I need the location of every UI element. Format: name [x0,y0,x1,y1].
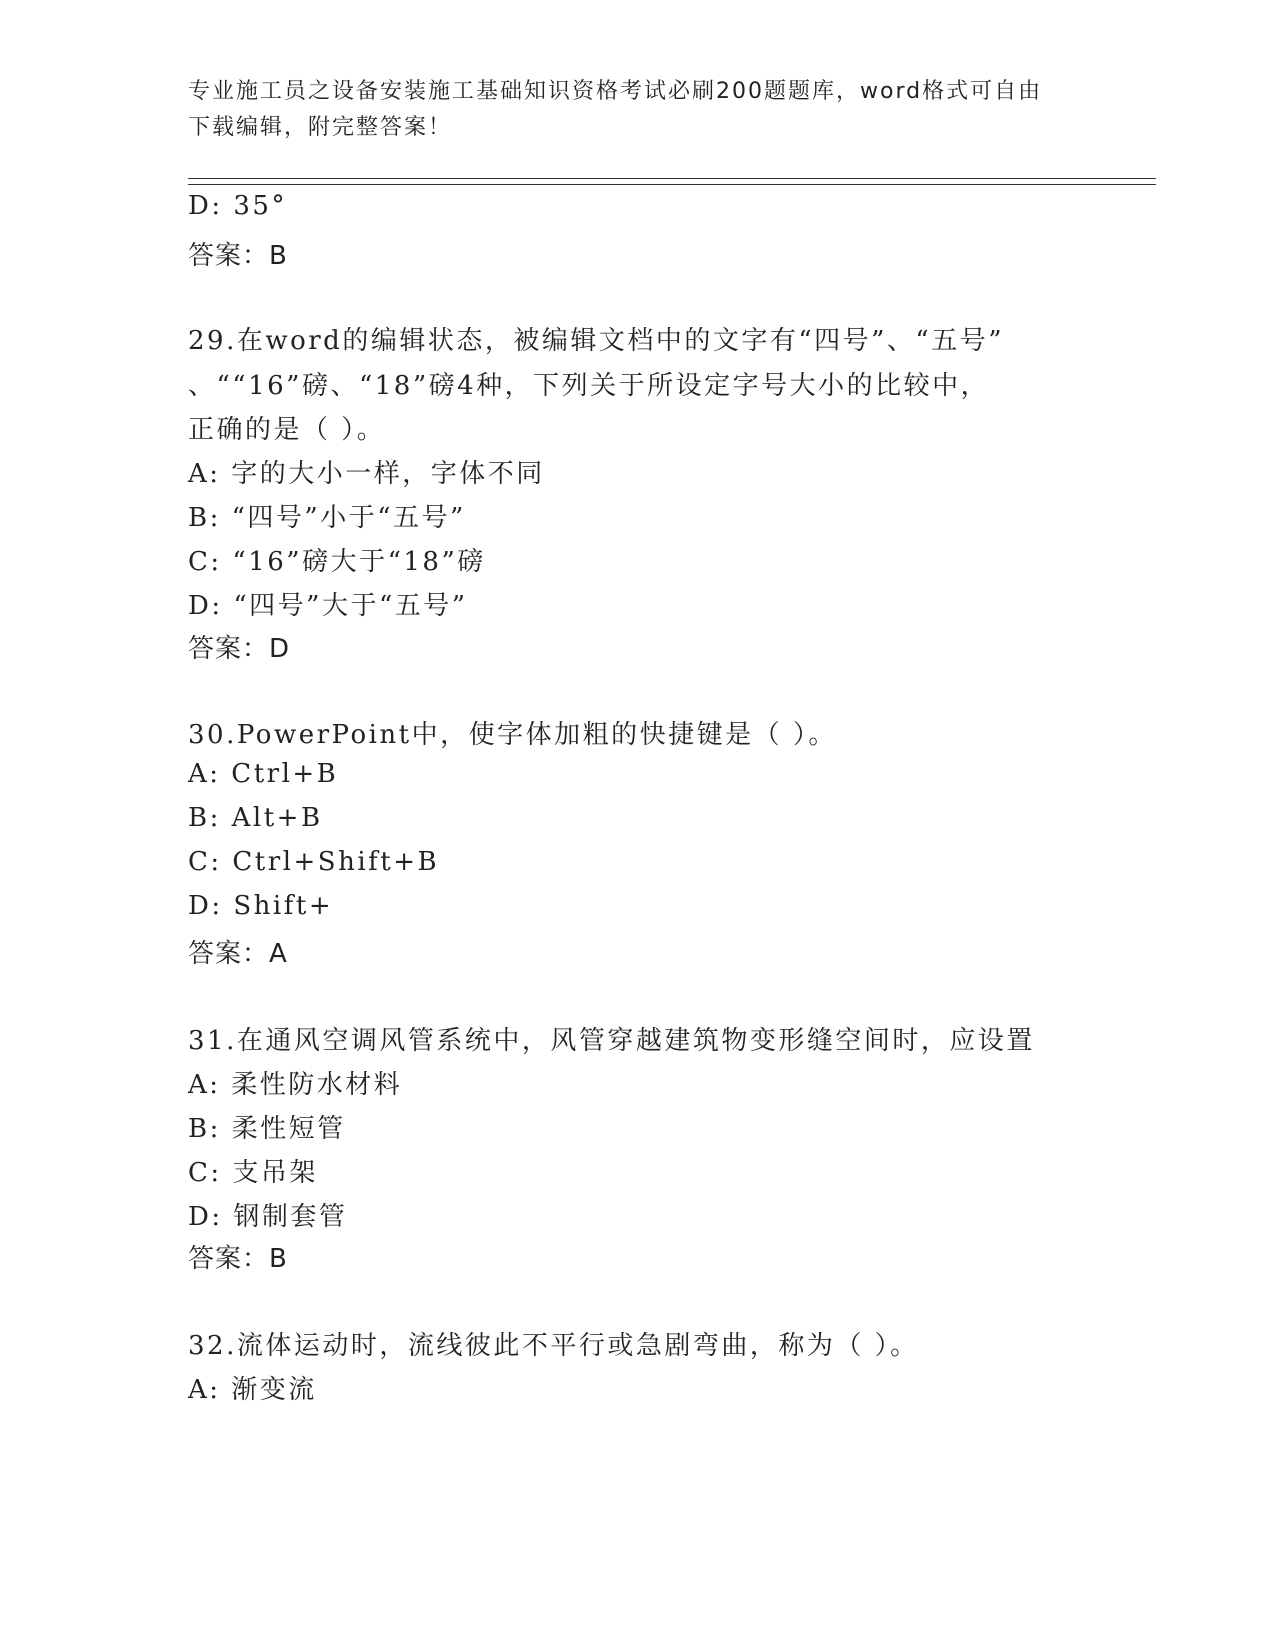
prev-answer: 答案：B [188,241,288,271]
header-line-1: 专业施工员之设备安装施工基础知识资格考试必刷200题题库，word格式可自由 [188,79,1043,104]
q30-stem-line-1: 30.PowerPoint中，使字体加粗的快捷键是（ ）。 [188,720,837,750]
q31-stem-line-1: 31.在通风空调风管系统中，风管穿越建筑物变形缝空间时，应设置 [188,1026,1035,1056]
q31-option-a: A: 柔性防水材料 [188,1070,403,1100]
q29-stem-line-3: 正确的是（ ）。 [188,415,386,445]
q32-stem-line-1: 32.流体运动时，流线彼此不平行或急剧弯曲，称为（ ）。 [188,1331,919,1361]
q29-option-c: C: “16”磅大于“18”磅 [188,547,486,577]
q30-option-d: D: Shift+ [188,891,334,921]
q29-answer: 答案：D [188,634,291,664]
q31-option-b: B: 柔性短管 [188,1114,346,1144]
q29-stem-line-1: 29.在word的编辑状态，被编辑文档中的文字有“四号”、“五号” [188,326,1004,356]
q31-answer: 答案：B [188,1244,288,1274]
q30-answer: 答案：A [188,939,288,969]
q30-option-a: A: Ctrl+B [188,759,339,789]
q31-option-d: D: 钢制套管 [188,1202,348,1232]
prev-option-d: D: 35° [188,191,287,221]
page-header [188,74,1068,146]
q32-option-a: A: 渐变流 [188,1375,317,1405]
header-line-2: 下载编辑，附完整答案！ [188,115,453,140]
q30-option-c: C: Ctrl+Shift+B [188,847,440,877]
q30-option-b: B: Alt+B [188,803,323,833]
q29-option-a: A: 字的大小一样，字体不同 [188,459,545,489]
q29-option-d: D: “四号”大于“五号” [188,591,468,621]
q31-option-c: C: 支吊架 [188,1158,318,1188]
header-divider-bottom [188,184,1156,185]
q29-stem-line-2: 、““16”磅、“18”磅4种，下列关于所设定字号大小的比较中， [188,371,990,401]
header-divider-top [188,178,1156,179]
q29-option-b: B: “四号”小于“五号” [188,503,466,533]
